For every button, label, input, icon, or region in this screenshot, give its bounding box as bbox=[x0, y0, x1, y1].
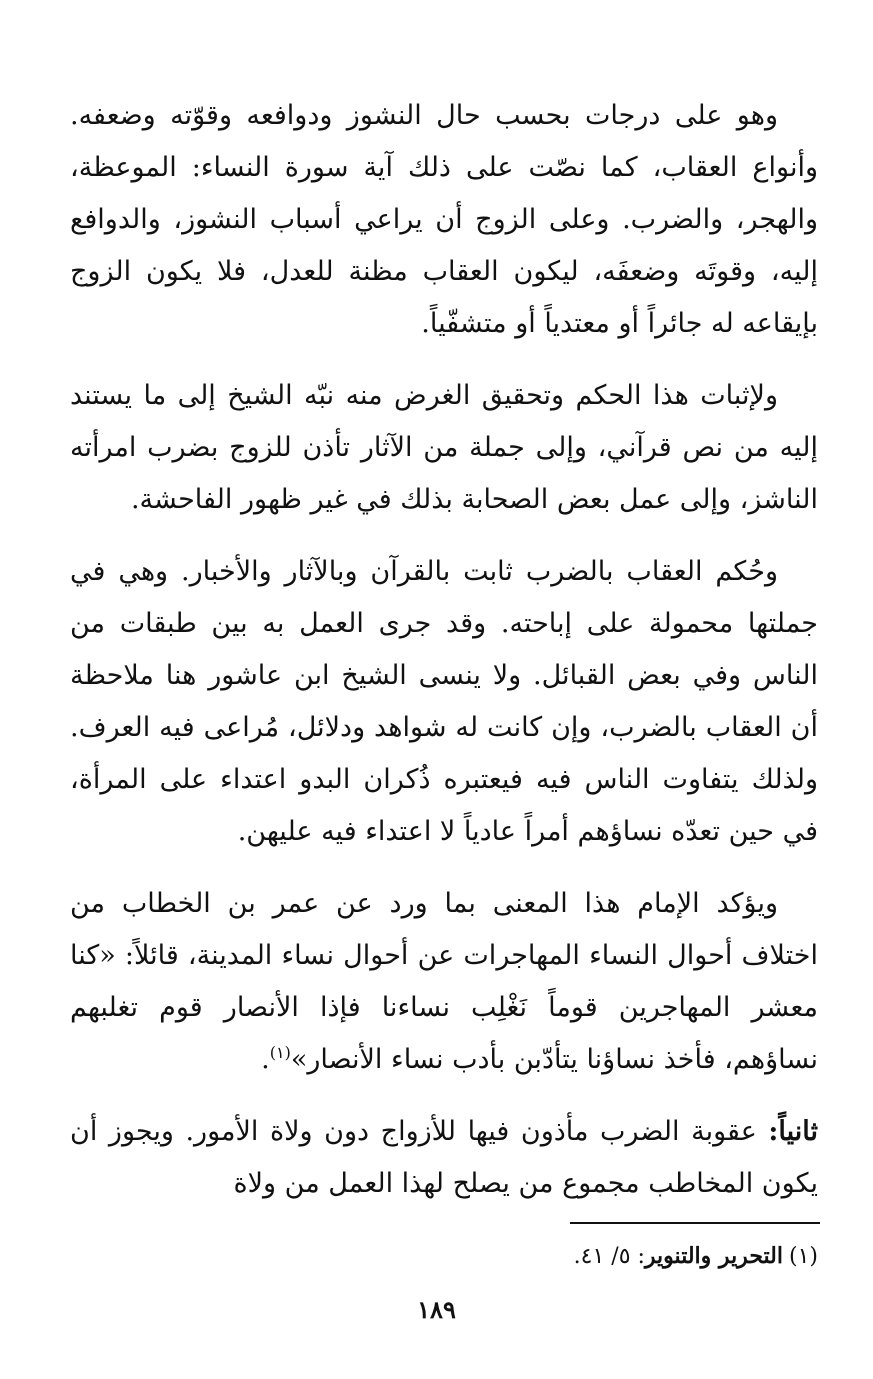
paragraph-3-text: وحُكم العقاب بالضرب ثابت بالقرآن وبالآثار والأخبار. وهي في جملتها محمولة على إباحته. وقد جرى العمل به بين طبقات من الناس وفي بعض القبائل. ولا ينسى الشيخ ابن عاشور هنا ملاحظة أن العقاب بالضرب، وإن كانت له شواهد ودلائل، مُراعى فيه العرف. ولذلك يتفاوت الناس فيه فيعتبره ذُكران البدو اعتداء على المرأة، في حين تعدّه نساؤهم أمراً عادياً لا اعتداء فيه عليهن. bbox=[70, 556, 818, 847]
footnote bbox=[70, 1238, 818, 1275]
footnote-reference[interactable]: (١) bbox=[269, 1043, 291, 1062]
paragraph-2 bbox=[70, 370, 818, 526]
paragraph-3 bbox=[70, 546, 818, 858]
footnote-divider bbox=[570, 1222, 820, 1224]
paragraph-4 bbox=[70, 878, 818, 1086]
paragraph-4-text: ويؤكد الإمام هذا المعنى بما ورد عن عمر بن الخطاب من اختلاف أحوال النساء المهاجرات عن أحوال نساء المدينة، قائلاً: «كنا معشر المهاجرين قوماً نَغْلِب نساءنا فإذا الأنصار قوم تغلبهم نساؤهم، فأخذ نساؤنا يتأدّبن بأدب نساء الأنصار» bbox=[70, 888, 818, 1075]
paragraph-5 bbox=[70, 1106, 818, 1210]
paragraph-5-text: عقوبة الضرب مأذون فيها للأزواج دون ولاة الأمور. ويجوز أن يكون المخاطب مجموع من يصلح لهذا العمل من ولاة bbox=[70, 1116, 818, 1199]
footnote-number: (١) bbox=[788, 1244, 818, 1269]
paragraph-1 bbox=[70, 90, 818, 350]
footnote-reference-text: : ٥/ ٤١. bbox=[573, 1244, 645, 1269]
page-number: ١٨٩ bbox=[417, 1295, 456, 1324]
footnote-source: التحرير والتنوير bbox=[644, 1243, 783, 1269]
paragraph-1-text: وهو على درجات بحسب حال النشوز ودوافعه وقوّته وضعفه. وأنواع العقاب، كما نصّت على ذلك آية سورة النساء: الموعظة، والهجر، والضرب. وعلى الزوج أن يراعي أسباب النشوز، والدوافع إليه، وقوتَه وضعفَه، ليكون العقاب مظنة للعدل، فلا يكون الزوج بإيقاعه له جائراً أو معتدياً أو متشفّياً. bbox=[70, 100, 818, 339]
paragraph-4-tail: . bbox=[261, 1044, 270, 1075]
main-text bbox=[70, 90, 818, 1210]
section-heading: ثانياً: bbox=[768, 1116, 818, 1147]
paragraph-2-text: ولإثبات هذا الحكم وتحقيق الغرض منه نبّه الشيخ إلى ما يستند إليه من نص قرآني، وإلى جملة من الآثار تأذن للزوج بضرب امرأته الناشز، وإلى عمل بعض الصحابة بذلك في غير ظهور الفاحشة. bbox=[70, 380, 818, 515]
